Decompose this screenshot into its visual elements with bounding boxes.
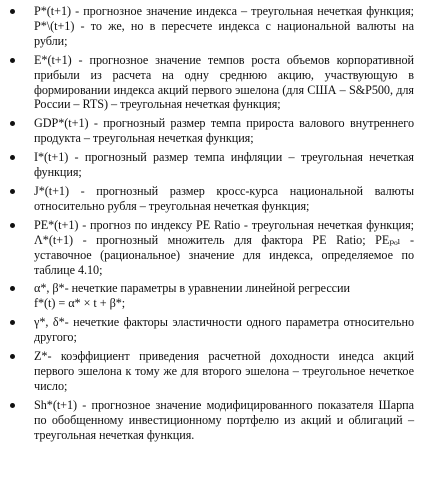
bullet-icon xyxy=(10,403,15,408)
list-item-text: J*(t+1) - прогнозный размер кросс-курса национальной валюты относительно рубля – треугольная нечеткая функция; xyxy=(34,183,414,213)
definitions-list xyxy=(6,4,414,442)
bullet-icon xyxy=(10,121,15,126)
bullet-icon xyxy=(10,354,15,359)
bullet-icon xyxy=(10,320,15,325)
list-item xyxy=(6,315,414,345)
list-item-text: P*(t+1) - прогнозное значение индекса – треугольная нечеткая функция; P*\(t+1) - то же, но в пересчете индекса с национальной валюты на рубли; xyxy=(34,4,414,48)
list-item xyxy=(6,281,414,311)
list-item xyxy=(6,150,414,180)
list-item xyxy=(6,53,414,113)
list-item-text: α*, β*- нечеткие параметры в уравнении линейной регрессии xyxy=(34,281,350,296)
list-item-text: PE*(t+1) - прогноз по индексу PE Ratio - треугольная нечеткая функция; Λ*(t+1) - прогнозный множитель для фактора PE Ratio; PEₚₒₗ - уставочное (рациональное) значение для индекса, определяемое по таблице 4.10; xyxy=(34,217,414,277)
bullet-icon xyxy=(10,58,15,63)
list-item-text: Sh*(t+1) - прогнозное значение модифицированного показателя Шарпа по обобщенному инвестиционному портфелю из акций и облигаций – треугольная нечеткая функция. xyxy=(34,397,414,442)
list-item-text: GDP*(t+1) - прогнозный размер темпа прироста валового внутреннего продукта – треугольная нечеткая функция; xyxy=(34,116,414,146)
list-item xyxy=(6,398,414,443)
bullet-icon xyxy=(10,286,15,291)
bullet-icon xyxy=(10,155,15,160)
list-item-text: Z*- коэффициент приведения расчетной доходности инедса акций первого эшелона к тому же для второго эшелона – треугольное нечеткое число; xyxy=(34,349,414,393)
list-item xyxy=(6,218,414,278)
bullet-icon xyxy=(10,9,15,14)
list-item-text: γ*, δ*- нечеткие факторы эластичности одного параметра относительно другого; xyxy=(34,315,414,345)
list-item xyxy=(6,184,414,214)
list-item-text: I*(t+1) - прогнозный размер темпа инфляции – треугольная нечеткая функция; xyxy=(34,150,414,180)
regression-formula: f*(t) = α* × t + β*; xyxy=(34,296,126,311)
list-item xyxy=(6,349,414,394)
list-item xyxy=(6,116,414,146)
list-item-text: E*(t+1) - прогнозное значение темпов роста объемов корпоративной прибыли из расчета на одну среднюю акцию, участвующую в формировании индекса акций первого эшелона (для США – S&P500, для России – RTS) – треугольная нечеткая функция; xyxy=(34,52,414,112)
bullet-icon xyxy=(10,189,15,194)
bullet-icon xyxy=(10,223,15,228)
list-item xyxy=(6,4,414,49)
